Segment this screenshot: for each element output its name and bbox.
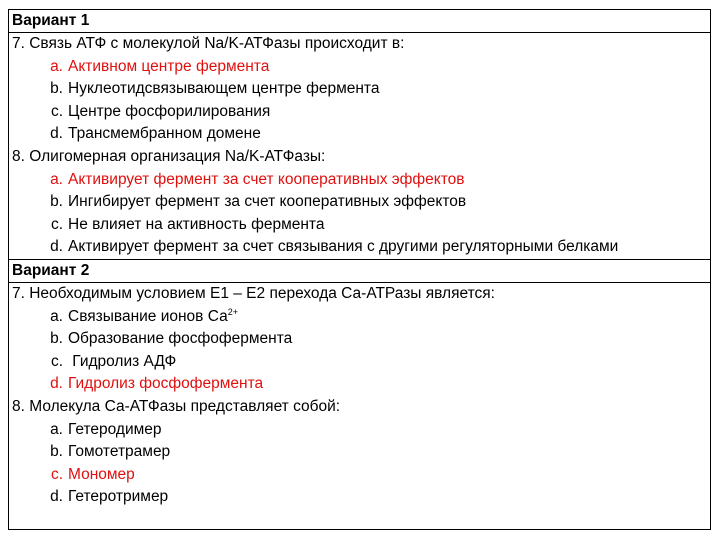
- v2-q8-option-a: [9, 419, 710, 442]
- option-marker: d.: [50, 375, 63, 393]
- option-marker: a.: [50, 57, 63, 75]
- charge-superscript: 2+: [227, 306, 238, 317]
- option-text: Нуклеотидсвязывающем центре фермента: [68, 80, 380, 98]
- v1-question-7-options: [9, 56, 710, 146]
- option-text: Ингибирует фермент за счет кооперативных эффектов: [68, 193, 467, 211]
- option-marker: b.: [50, 80, 63, 98]
- option-text: Связывание ионов Са: [68, 307, 228, 325]
- option-text: Гидролиз АДФ: [68, 352, 177, 370]
- v2-question-8: 8. Молекула Са-АТФазы представляет собой:: [12, 397, 341, 415]
- quiz-sheet: [8, 9, 711, 530]
- option-text: Гомотетрамер: [68, 443, 171, 461]
- option-marker: c.: [50, 102, 63, 120]
- variant-2-title: Вариант 2: [9, 260, 710, 283]
- option-text: Активирует фермент за счет связывания с другими регуляторными белками: [68, 238, 619, 256]
- option-marker: c.: [50, 465, 63, 483]
- v2-question-8-options: [9, 419, 710, 509]
- v1-q8-option-c: [9, 214, 710, 237]
- variant-1-section: [9, 10, 710, 260]
- variant-2-section: [9, 260, 710, 509]
- v2-q8-option-c: [9, 464, 710, 487]
- v1-q7-option-d: [9, 123, 710, 146]
- option-marker: b.: [50, 443, 63, 461]
- option-marker: d.: [50, 488, 63, 506]
- v2-q7-option-a: [9, 306, 710, 329]
- option-marker: a.: [50, 170, 63, 188]
- v1-q7-option-b: [9, 78, 710, 101]
- v1-question-8-options: [9, 169, 710, 259]
- option-text: Образование фосфофермента: [68, 330, 293, 348]
- v2-q7-option-b: [9, 328, 710, 351]
- option-text: Гидролиз фосфофермента: [68, 375, 264, 393]
- option-text: Мономер: [68, 465, 135, 483]
- v1-question-8: 8. Олигомерная организация Na/K-АТФазы:: [12, 147, 326, 165]
- v2-q7-option-c: [9, 351, 710, 374]
- v1-q7-option-c: [9, 101, 710, 124]
- v2-question-7: 7. Необходимым условием Е1 – Е2 перехода Са-АТРазы является:: [12, 284, 495, 302]
- v2-q8-option-b: [9, 441, 710, 464]
- v2-question-7-options: [9, 306, 710, 396]
- v1-q8-option-b: [9, 191, 710, 214]
- option-marker: a.: [50, 420, 63, 438]
- option-text: Гетеротример: [68, 488, 169, 506]
- option-marker: b.: [50, 330, 63, 348]
- option-text: Активном центре фермента: [68, 57, 270, 75]
- option-marker: d.: [50, 125, 63, 143]
- option-marker: d.: [50, 238, 63, 256]
- v2-q7-option-d: [9, 373, 710, 396]
- v1-q7-option-a: [9, 56, 710, 79]
- v1-q8-option-d: [9, 236, 710, 259]
- v1-q8-option-a: [9, 169, 710, 192]
- option-text: Гетеродимер: [68, 420, 162, 438]
- option-marker: a.: [50, 307, 63, 325]
- v1-question-7: 7. Связь АТФ с молекулой Na/K-АТФазы происходит в:: [12, 35, 405, 52]
- variant-1-title: Вариант 1: [9, 10, 710, 33]
- v2-q8-option-d: [9, 486, 710, 509]
- option-marker: c.: [50, 215, 63, 233]
- option-text: Не влияет на активность фермента: [68, 215, 325, 233]
- option-marker: c.: [50, 352, 63, 370]
- option-text: Активирует фермент за счет кооперативных эффектов: [68, 170, 465, 188]
- option-text: Центре фосфорилирования: [68, 102, 271, 120]
- option-text-wrap: [68, 306, 702, 329]
- option-marker: b.: [50, 193, 63, 211]
- option-text: Трансмембранном домене: [68, 125, 261, 143]
